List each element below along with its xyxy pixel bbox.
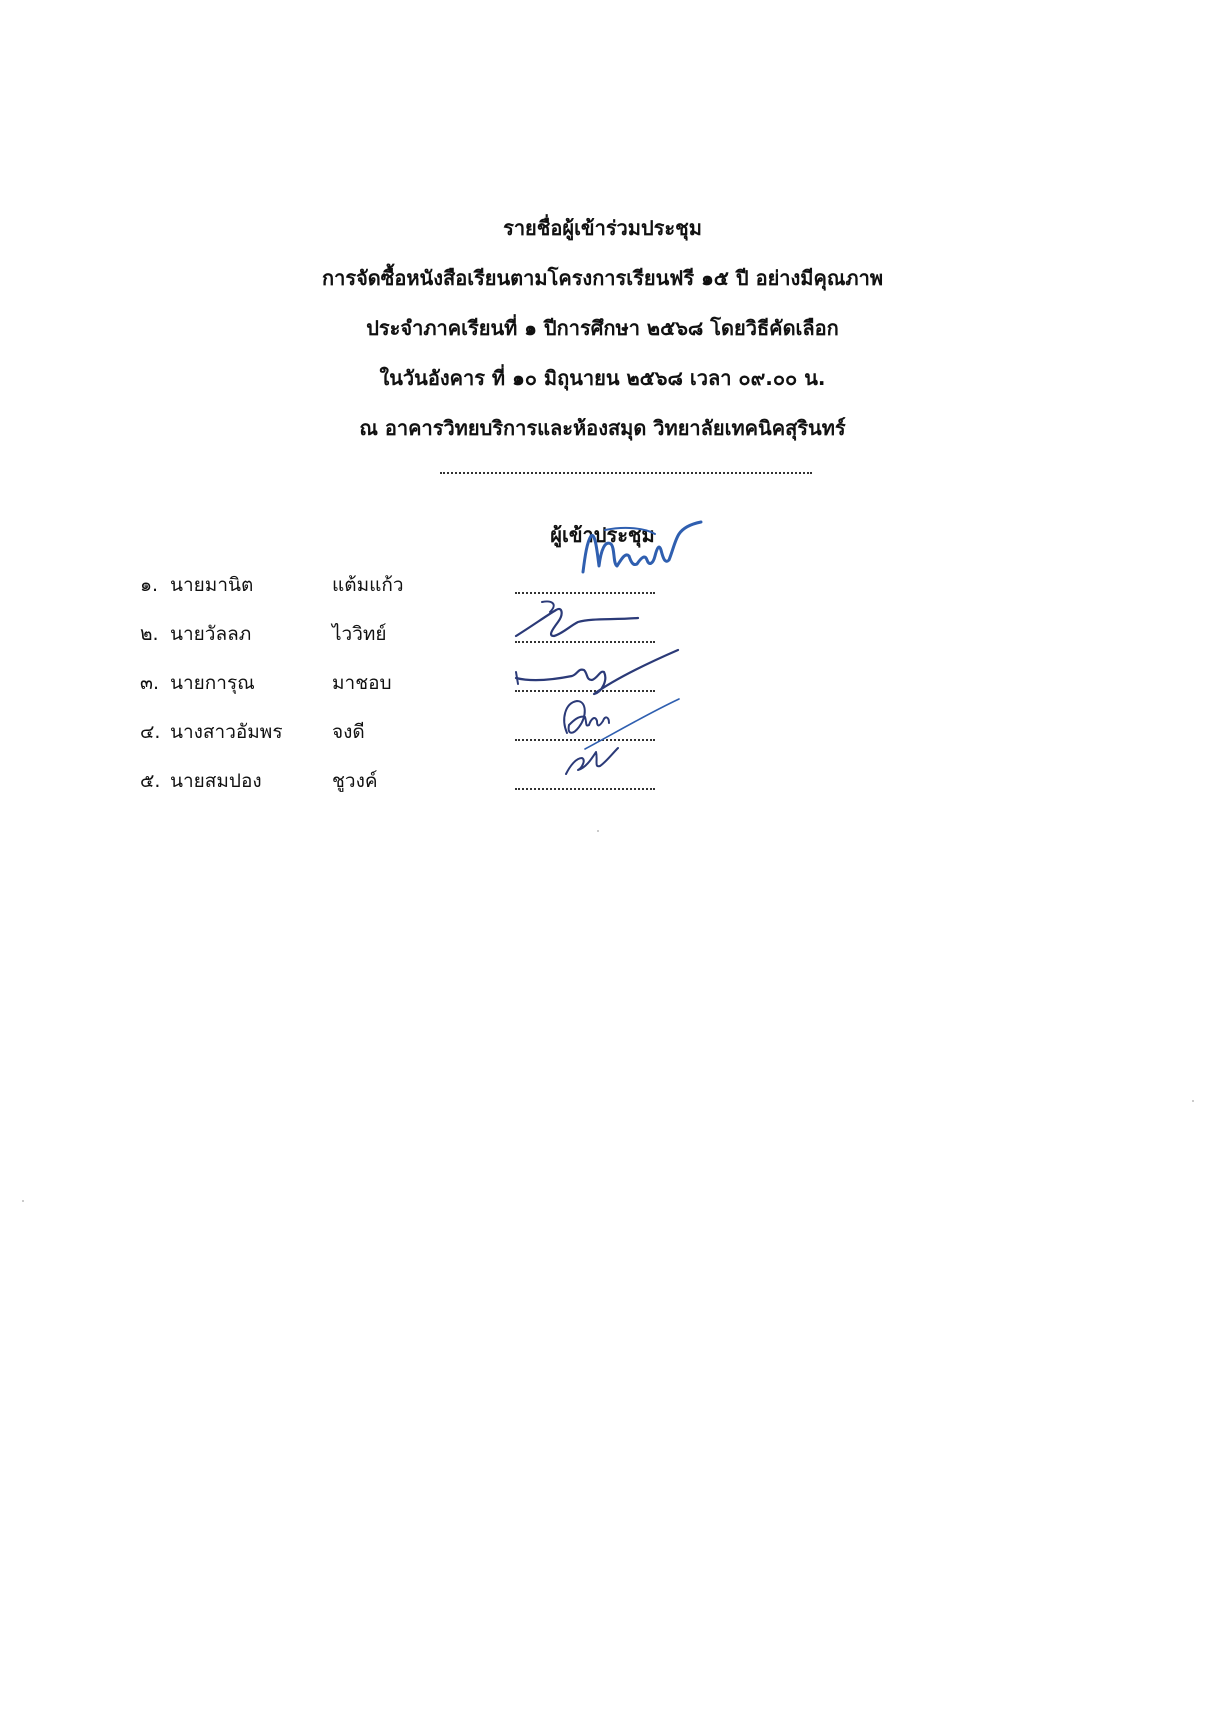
scan-speck — [597, 830, 599, 832]
signature-2-stroke-2 — [542, 601, 554, 612]
document-header — [0, 218, 1205, 468]
attendee-last-name: มาชอบ — [332, 672, 392, 694]
signature-line — [515, 592, 655, 594]
signature-5 — [560, 740, 630, 780]
attendee-number: ๕. — [140, 770, 161, 792]
attendee-row — [140, 670, 840, 719]
attendee-last-name: ชูวงค์ — [332, 770, 378, 792]
title-line-2: การจัดซื้อหนังสือเรียนตามโครงการเรียนฟรี ๑๕ ปี อย่างมีคุณภาพ — [321, 266, 884, 290]
title-line-1: รายชื่อผู้เข้าร่วมประชุม — [503, 216, 702, 240]
attendee-last-name: ไววิทย์ — [332, 623, 387, 645]
attendee-first-name: นางสาวอัมพร — [170, 721, 283, 743]
attendee-first-name: นายสมปอง — [170, 770, 262, 792]
signature-2-stroke — [516, 609, 638, 636]
attendee-row — [140, 621, 840, 670]
title-line-4: ในวันอังคาร ที่ ๑๐ มิถุนายน ๒๕๖๘ เวลา ๐๙.๐๐ น. — [379, 366, 826, 390]
title-line-3: ประจำภาคเรียนที่ ๑ ปีการศึกษา ๒๕๖๘ โดยวิธีคัดเลือก — [366, 316, 839, 340]
signature-3 — [512, 640, 682, 700]
signature-2 — [512, 596, 642, 646]
signature-1 — [575, 520, 705, 590]
signature-5-stroke — [566, 748, 618, 774]
attendee-first-name: นายมานิต — [170, 574, 254, 596]
signature-1-stroke-2 — [605, 528, 655, 534]
attendee-number: ๓. — [140, 672, 160, 694]
attendee-first-name: นายการุณ — [170, 672, 255, 694]
scan-speck — [1192, 1100, 1194, 1102]
signature-4-stroke — [564, 701, 609, 733]
attendee-last-name: แต้มแก้ว — [332, 574, 404, 596]
attendee-row — [140, 572, 840, 621]
signature-line — [515, 788, 655, 790]
scan-speck — [22, 1200, 24, 1202]
attendee-first-name: นายวัลลภ — [170, 623, 252, 645]
attendee-number: ๑. — [140, 574, 159, 596]
section-title: ผู้เข้าประชุม — [550, 523, 655, 547]
signature-3-stroke-2 — [516, 672, 518, 684]
attendee-list — [140, 572, 840, 817]
attendee-row — [140, 719, 840, 768]
attendee-row — [140, 768, 840, 817]
title-line-5: ณ อาคารวิทยบริการและห้องสมุด วิทยาลัยเทคนิคสุรินทร์ — [359, 416, 846, 440]
dotted-divider — [440, 472, 812, 474]
signature-3-stroke — [516, 650, 678, 694]
attendee-last-name: จงดี — [332, 721, 365, 743]
attendee-number: ๒. — [140, 623, 159, 645]
attendee-number: ๔. — [140, 721, 161, 743]
